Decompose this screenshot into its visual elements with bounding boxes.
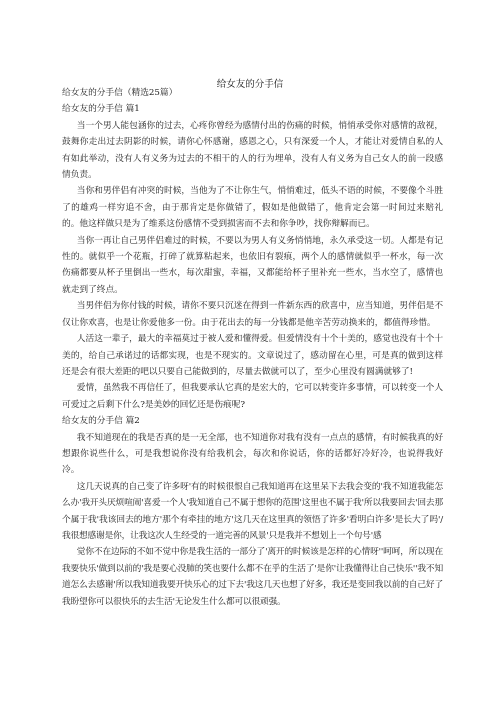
document-content xyxy=(62,85,443,610)
paragraph: 爱情，虽然我不再信任了，但我要承认它真的是宏大的，它可以转变许多事情，可以转变一个人可爱过之后剩下什么?是美妙的回忆还是伤痕呢? xyxy=(62,383,443,410)
document-subtitle: 给女友的分手信（精选25篇） xyxy=(62,88,178,98)
paragraph: 当男伴侣为你付钱的时候，请你不要只沉迷在得到一件新东西的欣喜中，应当知道，男伴侣是不仅让你欢喜，也是让你爱他多一份。由于花出去的每一分钱都是他辛苦劳动换来的，都值得珍惜。 xyxy=(62,301,443,328)
letter-section xyxy=(62,101,443,413)
paragraph: 当你和男伴侣有冲突的时候，当他为了不让你生气，悄悄难过，低头不语的时候，不要像个斗胜了的雄鸡一样穷追不舍，由于那肯定是你做错了，假如是他做错了，他肯定会第一时间过来赔礼的。他这样做只是为了维系这份感情不受到损害而不去和你争吵，找你辩解而已。 xyxy=(62,186,443,230)
paragraph: 觉你不在边际的不如不觉中你是我生活的一部分了'离开的时候该是怎样的心情呀''呵呵，所以现在我要快乐'做到以前的'我是要心没肺的笑也要什么都不在乎的生活了'是你'让我懂得让自己快乐''我不知道怎么去感谢'所以我知道我要开快乐心的过下去'我这几天也想了好多，我还是变回我以前的自己好了我盼望你可以很快乐的去生活'无论发生什么都可以很顽强。 xyxy=(62,547,443,607)
paragraph: 当一个男人能包涵你的过去，心疼你曾经为感情付出的伤痛的时候，悄悄承受你对感情的敌视，鼓舞你走出过去阴影的时候，请你心怀感谢，感恩之心，只有深爱一个人，才能让对爱情自私的人有如此举动，没有人有义务为过去的不相干的人的行为埋单，没有人有义务为自己女人的前一段感情负责。 xyxy=(62,120,443,181)
paragraph: 这几天说真的自己变了许多呀'有的时候很恨自己我知道再在这里呆下去我会变的'我不知道我能怎么办'我开头厌烦喧闹'喜爱一个人'我知道自己不属于想你的范围'这里也不属于我'所以我要回去'回去那个属于我'我该回去的地方'那个有牵挂的地方'这几天在这里真的领悟了许多'看明白许多'是长大了吗'/我很想感谢是你，让我这次人生经受的一道完善的风景'只是我并不想划上一个句号'感 xyxy=(62,481,443,541)
letter-section xyxy=(62,413,443,610)
section-heading: 给女友的分手信 篇2 xyxy=(62,416,140,427)
paragraph: 我不知道现在的我是否真的是一无全部，也不知道你对我有没有一点点的感情，有时候我真的好想跟你说些什么，可是我想说你没有给我机会，每次和你说话，你的话都好冷好冷，也说得我好冷。 xyxy=(62,432,443,476)
section-heading: 给女友的分手信 篇1 xyxy=(62,104,140,115)
paragraph: 当你一再让自己男伴侣难过的时候，不要以为男人有义务悄悄地，永久承受这一切。人都是有记性的。就似乎一个花瓶，打碎了就算粘起来，也依旧有裂痕，两个人的感情就似乎一杯水，每一次伤痛都要从杯子里倒出一些水，每次甜蜜，幸福，又都能给杯子里补充一些水，当水空了，感情也就走到了终点。 xyxy=(62,235,443,295)
document-title: 给女友的分手信 xyxy=(216,79,284,90)
paragraph: 人活这一辈子，最大的幸福莫过于被人爱和懂得爱。但爱情没有十个十美的，感觉也没有十个十美的，给自己承诺过的话都实现，也是不现实的。文章说过了，感动留在心里，可是真的做到这样还是会有很大差距的吧以只要自己能做到的，尽量去做就可以了，至少心里没有圆满就够了! xyxy=(62,334,443,377)
